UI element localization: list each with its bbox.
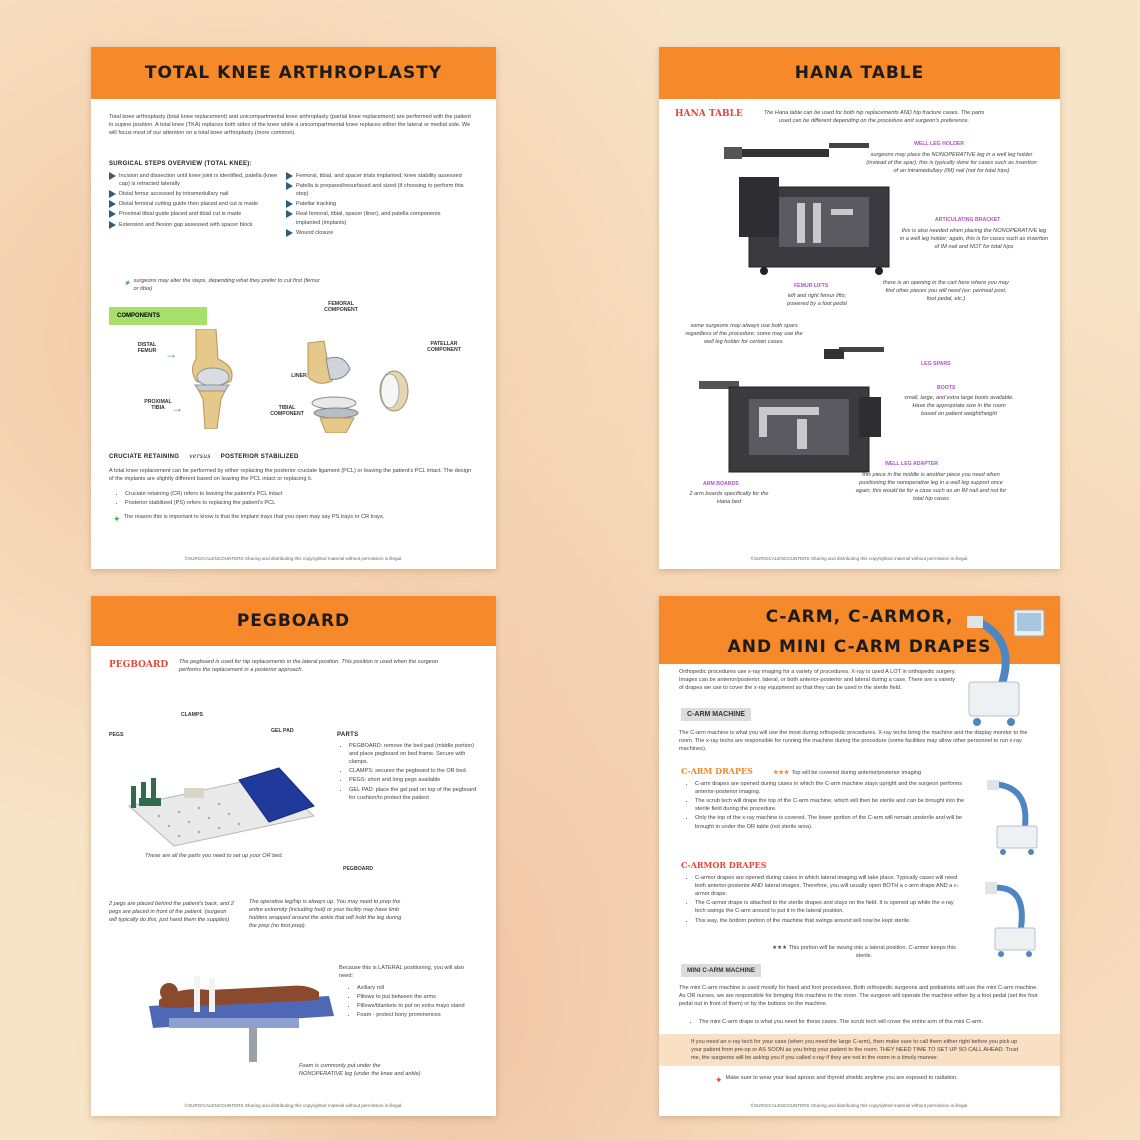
femur-lifts-title: FEMUR LIFTS xyxy=(794,283,829,289)
lateral-heading: Because this is LATERAL positioning, you will also need: xyxy=(339,965,464,980)
list-item: • GEL PAD: place the gel pad on top of the pegboard for cushion/to protect the patient xyxy=(349,786,479,802)
list-item: • The C-armor drape is attached to the sterile drapes and stays on the field. It is opened up while the x-ray tech swings the C-arm around to put it in the lateral position. xyxy=(695,899,965,915)
arrow-icon xyxy=(286,200,293,208)
arrow-icon: → xyxy=(165,347,177,361)
parts-heading: PARTS xyxy=(337,732,359,738)
step-item: Proximal tibial guide placed and tibial cut is made xyxy=(109,210,279,218)
star-icon: ★★★ xyxy=(773,770,790,776)
c-arm-upright-icon xyxy=(977,776,1047,856)
step-item: Real femoral, tibial, spacer (liner), and patella components implanted (implants) xyxy=(286,210,466,226)
mini-carm-text: The mini C-arm machine is used mostly for hand and foot procedures. Both orthopedic surgeons and podiatrists will use the mini C-arm machine. As OR nurses, we are responsible for bringing this machine to the room. The surgeon will operate the machine either by a foot pedal (set the foot pedal out in front of them) or by the buttons on the machine. xyxy=(679,985,1038,1008)
leg-spars-label: LEG SPARS xyxy=(921,361,951,367)
articulating-bracket-title: ARTICULATING BRACKET xyxy=(935,217,1001,223)
knee-joint-illustration xyxy=(181,329,246,429)
arrow-icon xyxy=(286,182,293,190)
carm-drapes-title: C-ARM DRAPES ★★★ Top will be covered during anterior/posterior imaging xyxy=(681,766,922,776)
sparkle-icon: ✦ xyxy=(113,514,121,524)
label-proximal-tibia: PROXIMAL TIBIA xyxy=(144,399,172,411)
hana-card xyxy=(659,47,1060,569)
label-femoral-component: FEMORAL COMPONENT xyxy=(324,301,358,313)
hana-intro: The Hana table can be used for both hip replacements AND hip fracture cases. The parts used can be different depending on the procedure and surgeon's preference. xyxy=(763,110,985,125)
pegboard-title: PEGBOARD xyxy=(91,596,496,646)
mini-carm-tag: MINI C-ARM MACHINE xyxy=(681,964,761,977)
boots-text: small, large, and extra large boots available. Have the appropriate size in the room based on patient weight/height xyxy=(904,395,1014,418)
knee-title: TOTAL KNEE ARTHROPLASTY xyxy=(91,47,496,99)
cart-opening-text: there is an opening in the cart here where you may find other pieces you will need (ex: perineal post, foot pedal, etc.) xyxy=(883,280,1009,303)
pegboard-footer: ©SURGICALENCOUNTERS Sharing and distributing this copyrighted material without permission is illegal. xyxy=(184,1103,403,1108)
well-leg-holder-text: surgeons may place the NONOPERATIVE leg in a well leg holder (instead of the spar); this is typically done for cases such as insertion of an intramedullary (IM) nail (not for total hips) xyxy=(866,152,1037,175)
pegboard-card xyxy=(91,596,496,1116)
arrow-icon xyxy=(109,200,116,208)
label-patellar-component: PATELLAR COMPONENT xyxy=(427,341,461,353)
label-distal-femur: DISTAL FEMUR xyxy=(137,342,157,354)
pegboard-intro: The pegboard is used for hip replacements in the lateral position. This position is used when the surgeon performs the replacement in a posterior approach. xyxy=(179,659,439,674)
label-liner: LINER xyxy=(291,373,307,379)
step-item: Patella is prepared/resurfaced and sized (if choosing to perform this step) xyxy=(286,182,466,198)
list-item: • PEGS: short and long pegs available xyxy=(349,776,479,784)
step-item: Patellar tracking xyxy=(286,200,466,208)
xray-callout: If you need an x-ray tech for your case (when you need the large C-arm), then make sure to call them either right before you pick up your patient from pre-op or AS SOON as you bring your patient to the room. THEY NEED TIME TO SET UP SO CALL AHEAD. Trust me, the surgeons will be asking you if you called x-ray if they are not in the room in a timely manner. xyxy=(659,1034,1060,1066)
knee-card xyxy=(91,47,496,569)
spars-note: some surgeons may always use both spars regardless of the procedure; some may use the well leg holder for certain cases. xyxy=(685,323,803,346)
arrow-icon xyxy=(286,229,293,237)
lateral-items xyxy=(347,984,481,1020)
list-item: • Pillows/blankets to put on extra mayo stand xyxy=(357,1002,481,1010)
arrow-icon xyxy=(286,210,293,218)
cr-bullets xyxy=(115,490,465,508)
c-arm-machine-icon xyxy=(959,602,1049,730)
prep-note: The operative leg/hip is always up. You may need to prep the entire extremity (including foot) or your facility may have limb holders wrapped around the ankle that will hold the leg during the prep (no foot prep). xyxy=(249,899,402,930)
list-item: • PEGBOARD: remove the bed pad (middle portion) and place pegboard on bed frame. Secure with clamps. xyxy=(349,742,479,766)
step-item: Extension and flexion gap assessed with spacer block xyxy=(109,221,279,229)
step-item: Wound closure xyxy=(286,229,466,237)
articulating-bracket-text: this is also needed when placing the NONOPERATIVE leg in a well leg holder; again, this is for cases such as insertion of IM nail and NOT for total hips xyxy=(899,228,1049,251)
cr-note: ✦ The reason this is important to know is that the implant trays that you open may say PS trays or CR trays. xyxy=(113,513,473,526)
hana-table-bottom-illustration xyxy=(689,337,889,477)
list-item: • C-arm drapes are opened during cases in which the C-arm machine stays upright and the surgeon performs anterior-posterior imaging. xyxy=(695,780,965,796)
knee-steps-heading: SURGICAL STEPS OVERVIEW (TOTAL KNEE): xyxy=(109,161,252,167)
parts-list xyxy=(339,742,479,803)
pegs-note: 2 pegs are placed behind the patient's back, and 2 pegs are placed in front of the patient. (surgeon will typically do this, just hand them the supplies) xyxy=(109,901,234,924)
c-arm-lateral-icon xyxy=(977,878,1047,958)
carm-footer: ©SURGICALENCOUNTERS Sharing and distributing this copyrighted material without permission is illegal. xyxy=(750,1103,969,1108)
list-item: • CLAMPS: secures the pegboard to the OR bed. xyxy=(349,767,479,775)
carmor-drapes-bullets xyxy=(685,874,965,926)
arrow-icon xyxy=(109,172,116,180)
carm-drapes-bullets xyxy=(685,780,965,832)
well-leg-adapter-text: this piece in the middle is another piece you need when positioning the nonoperative leg in a well leg support once again; this would be for a case such as an IM nail and not for total hip cases xyxy=(855,472,1007,503)
arrow-icon: → xyxy=(171,401,183,415)
carm-card xyxy=(659,596,1060,1116)
well-leg-adapter-title: WELL LEG ADAPTER xyxy=(885,461,939,467)
list-item: • The scrub tech will drape the top of the C-arm machine, which will then be sterile and can be brought into the sterile field during the procedure. xyxy=(695,797,965,813)
pegboard-illustration xyxy=(119,746,319,851)
pegboard-caption: These are all the parts you need to set up your OR bed. xyxy=(145,853,284,859)
carm-machine-tag: C-ARM MACHINE xyxy=(681,708,751,721)
list-item: • Pillows to put between the arms xyxy=(357,993,481,1001)
arrow-icon xyxy=(109,190,116,198)
label-tibial-component: TIBIAL COMPONENT xyxy=(270,405,304,417)
knee-components-illustration xyxy=(296,323,416,433)
list-item: • This way, the bottom portion of the machine that swings around will now be kept sterile. xyxy=(695,917,965,925)
step-item: Distal femur accessed by intramedullary nail xyxy=(109,190,279,198)
step-item: Incision and dissection until knee joint is identified, patella (knee cap) is retracted laterally xyxy=(109,172,279,188)
hana-title: HANA TABLE xyxy=(659,47,1060,99)
hana-footer: ©SURGICALENCOUNTERS Sharing and distributing this copyrighted material without permission is illegal. xyxy=(750,556,969,561)
label-pegs: PEGS xyxy=(109,732,124,738)
arm-boards-title: ARM BOARDS xyxy=(703,481,739,487)
carm-title-line1: C-ARM, C-ARMOR, xyxy=(765,607,954,627)
list-item: • Only the top of the x-ray machine is covered. The lower portion of the C-arm will remain unsterile and will be brought in under the OR table (not sterile area). xyxy=(695,814,965,830)
carm-title-line2: AND MINI C-ARM DRAPES xyxy=(727,637,992,657)
knee-steps-left xyxy=(109,172,279,231)
lateral-position-illustration xyxy=(139,956,339,1066)
femur-lifts-text: left and right femur lifts; powered by a foot pedal xyxy=(787,293,847,308)
pegboard-subtitle: PEGBOARD xyxy=(109,660,169,670)
components-tag: COMPONENTS xyxy=(109,307,207,325)
sparkle-icon: ✦ xyxy=(123,278,131,288)
knee-intro: Total knee arthroplasty (total knee replacement) and unicompartmental knee arthroplasty (partial knee replacement) are performed with the patient in supine position. A total knee (TKA) replaces both sides of the knee while a unicompartmental knee replaces either the lateral or medial side. We will focus most of our attention on a total knee arthroplasty (more common). xyxy=(109,114,471,137)
cr-heading: CRUCIATE RETAINING versus POSTERIOR STABILIZED xyxy=(109,453,299,460)
carmor-star-note: ★★★ This portion will be swung into a lateral position. C-armor keeps this sterile. xyxy=(772,945,956,960)
cr-text: A total knee replacement can be performed by either replacing the posterior cruciate ligament (PCL) or leaving the patient's PCL intact. The design of the implants are slightly different based on leaving the PCL intact or replacing it. xyxy=(109,468,472,483)
sparkle-icon: ✦ xyxy=(715,1075,723,1085)
boots-title: BOOTS xyxy=(937,385,956,391)
knee-steps-right xyxy=(286,172,466,239)
list-item: • Cruciate retaining (CR) refers to leaving the patient's PCL intact xyxy=(125,490,465,498)
arrow-icon xyxy=(109,221,116,229)
list-item: • C-armor drapes are opened during cases in which lateral imaging will take place. Typically cases will need both anterior-posterior AND lateral images. Therefore, you will usually open BOTH a c-arm drape AND a c-armor drape. xyxy=(695,874,965,898)
list-item: • Axillary roll xyxy=(357,984,481,992)
label-pegboard: PEGBOARD xyxy=(343,866,373,872)
carm-intro: Orthopedic procedures use x-ray imaging for a variety of procedures. X-ray is used A LOT in orthopedic surgery. Images can be anterior/posterior, lateral, or both anterior-posterior and lateral during a case. There are a variety of drapes we use to cover the x-ray equipment so that they can be used in the sterile field. xyxy=(679,669,956,692)
list-item: • Foam - protect bony prominences xyxy=(357,1011,481,1019)
carm-machine-text: The C-arm machine is what you will use the most during orthopedic procedures. X-ray techs bring the machine and the display monitor to the room. The x-ray techs are responsible for running the machine during the procedure (some facilities may allow other personnel to run x-ray machines). xyxy=(679,730,1028,753)
knee-steps-note: ✦ surgeons may alter the steps, depending what they prefer to cut first (femur or tibia) xyxy=(123,278,320,293)
label-gel-pad: GEL PAD xyxy=(271,728,294,734)
step-item: Distal femoral cutting guide then placed and cut is made xyxy=(109,200,279,208)
list-item: • The mini C-arm drape is what you need for these cases. The scrub tech will cover the entire arm of the mini C-arm. xyxy=(699,1018,1039,1026)
arrow-icon xyxy=(109,210,116,218)
radiation-note: ✦ Make sure to wear your lead aprons and thyroid shields anytime you are exposed to radiation. xyxy=(715,1074,1035,1087)
mini-carm-bullet xyxy=(689,1018,1039,1027)
foam-note: Foam is commonly put under the NONOPERATIVE leg (under the knee and ankle) xyxy=(299,1063,421,1078)
arm-boards-text: 2 arm boards specifically for the Hana bed xyxy=(689,491,769,506)
knee-footer: ©SURGICALENCOUNTERS Sharing and distributing this copyrighted material without permission is illegal. xyxy=(184,556,403,561)
step-item: Femoral, tibial, and spacer trials implanted; knee stability assessed xyxy=(286,172,466,180)
arrow-icon xyxy=(286,172,293,180)
carmor-drapes-title: C-ARMOR DRAPES xyxy=(681,860,767,870)
hana-subtitle: HANA TABLE xyxy=(675,109,743,119)
list-item: • Posterior stabilized (PS) refers to replacing the patient's PCL xyxy=(125,499,465,507)
label-clamps: CLAMPS xyxy=(181,712,203,718)
well-leg-holder-title: WELL LEG HOLDER xyxy=(914,141,965,147)
